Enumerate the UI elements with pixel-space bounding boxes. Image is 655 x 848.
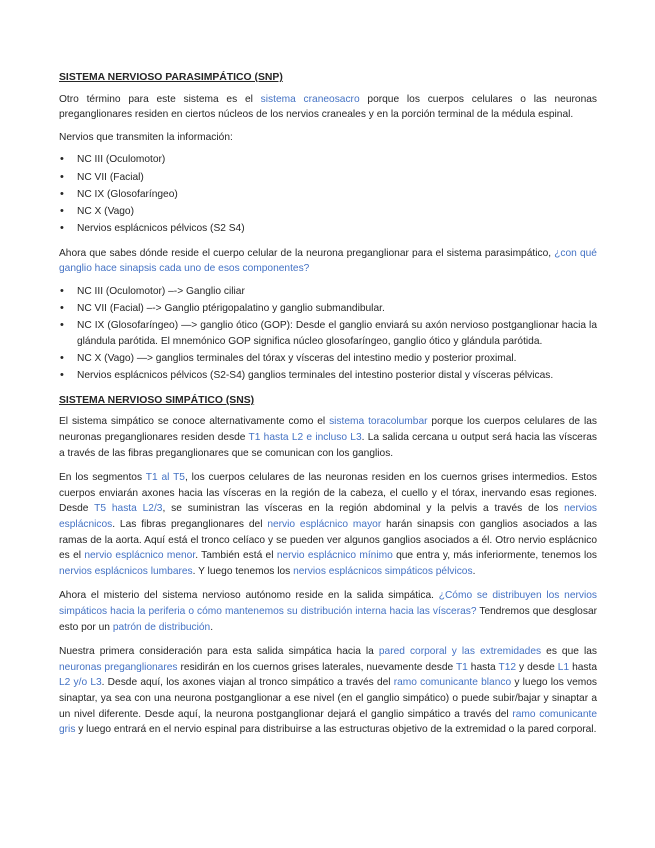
sns-paragraph-1 [59, 414, 597, 461]
text-run: porque los cuerpos celulares o las neuronas preganglionares residen en ciertos núcleos de los nervios craneales y en la porción terminal de la médula espinal. [59, 93, 598, 121]
highlighted-term: ramo comunicante gris [59, 708, 597, 736]
highlighted-term: T1 al T5 [145, 472, 185, 484]
highlighted-term: ¿con qué ganglio hace sinapsis cada uno de esos componentes? [59, 247, 597, 275]
text-run: Nuestra primera consideración para esta salida simpática hacia la [59, 646, 379, 658]
sns-heading: SISTEMA NERVIOSO SIMPÁTICO (SNS) [59, 394, 255, 406]
nerve-list-item: • NC III (Oculomotor) [59, 152, 597, 168]
highlighted-term: nervios esplácnicos simpáticos pélvicos [293, 565, 473, 577]
document-page [59, 70, 597, 745]
highlighted-term: neuronas preganglionares [59, 661, 178, 673]
highlighted-term: T1 [455, 661, 468, 673]
text-run: Ahora el misterio del sistema nervioso autónomo reside en la salida simpática. [59, 590, 439, 602]
snp-paragraph-3 [59, 246, 597, 277]
text-run: hasta [467, 661, 499, 673]
ganglia-list-item: • NC VII (Facial) –-> Ganglio ptérigopalatino y ganglio submandibular. [59, 301, 597, 317]
text-run: hasta [569, 661, 598, 673]
sns-paragraph-2 [59, 470, 597, 579]
snp-nerve-list [59, 152, 597, 236]
text-run: Otro término para este sistema es el [59, 93, 261, 105]
highlighted-term: ramo comunicante blanco [393, 677, 512, 689]
text-run: . [210, 621, 214, 633]
nerve-list-item: • NC VII (Facial) [59, 170, 597, 186]
text-run: y luego los vemos sinaptar, ya sea con una neurona postganglionar a ese nivel (en el ganglio simpático) o puede subir/bajar y sinaptar a un nivel diferente. Desde aquí, la neurona postganglionar dejará el ganglio simpático a través del [59, 677, 598, 720]
text-run: , los cuerpos celulares de las neuronas residen en los cuernos grises intermedios. Estos cuerpos enviarán axones hacia las vísceras en la región de la cabeza, el cuello y el tórax, inervando esas regiones. Desde [59, 472, 598, 515]
text-run: , se suministran las vísceras en la región abdominal y la pelvis a través de los [162, 503, 565, 515]
ganglia-list-item: • NC III (Oculomotor) –-> Ganglio ciliar [59, 284, 597, 300]
snp-ganglia-list [59, 284, 597, 384]
ganglia-list-item: • Nervios esplácnicos pélvicos (S2-S4) ganglios terminales del intestino posterior distal y vísceras pélvicas. [59, 368, 597, 384]
highlighted-term: patrón de distribución [112, 621, 211, 633]
text-run: . Las fibras preganglionares del [112, 519, 268, 530]
text-run: . Desde aquí, los axones viajan al tronco simpático a través del [101, 677, 394, 689]
text-run: y desde [516, 661, 558, 673]
highlighted-term: pared corporal y las extremidades [378, 646, 542, 658]
text-run: es que las [541, 646, 597, 658]
highlighted-term: sistema toracolumbar [329, 416, 428, 428]
highlighted-term: T12 [498, 661, 517, 673]
highlighted-term: nervio esplácnico mayor [267, 519, 382, 530]
snp-heading: SISTEMA NERVIOSO PARASIMPÁTICO (SNP) [59, 72, 283, 83]
highlighted-term: nervios esplácnicos lumbares [59, 565, 193, 577]
nerve-list-item: • NC IX (Glosofaríngeo) [59, 187, 597, 203]
text-run: harán sinapsis con ganglios asociados a las ramas de la aorta. Aquí está el tronco celíaco y se pueden ver algunos ganglios asociados a él. Otro nervio esplácnico es el [59, 519, 597, 562]
text-run: . La salida cercana u output será hacia las vísceras a través de las fibras preganglionares que se comunican con los ganglios. [59, 432, 597, 459]
ganglia-list-item: • NC X (Vago) —> ganglios terminales del tórax y vísceras del intestino medio y posterior proximal. [59, 351, 597, 367]
sns-paragraph-3 [59, 588, 597, 635]
text-run: En los segmentos [59, 472, 146, 484]
snp-paragraph-2: Nervios que transmiten la información: [59, 131, 233, 143]
nerve-list-item: • NC X (Vago) [59, 204, 597, 220]
text-run: Ahora que sabes dónde reside el cuerpo celular de la neurona preganglionar para el sistema parasimpático, [59, 247, 555, 259]
text-run: Tendremos que desglosar esto por un [59, 605, 597, 633]
highlighted-term: nervio esplácnico mínimo [276, 550, 393, 562]
highlighted-term: nervios esplácnicos [59, 503, 597, 530]
highlighted-term: L1 [557, 661, 570, 673]
text-run: porque los cuerpos celulares de las neuronas preganglionares residen desde [59, 416, 597, 444]
text-run: y luego entrará en el nervio espinal para distribuirse a las estructuras objetivo de la extremidad o la pared corporal. [75, 724, 597, 736]
highlighted-term: nervio esplácnico menor [84, 550, 196, 562]
ganglia-list-item: • NC IX (Glosofaríngeo) —> ganglio ótico (GOP): Desde el ganglio enviará su axón nervioso postganglionar hacia la glándula parótida. El mnemónico GOP significa núcleo glosofaríngeo, ganglio ótico y glándula parótida. [59, 318, 597, 349]
text-run: que entra y, más inferiormente, tenemos los [392, 550, 598, 562]
sns-paragraph-4 [59, 644, 597, 738]
highlighted-term: T1 hasta L2 e incluso L3 [248, 432, 362, 444]
highlighted-term: sistema craneosacro [260, 93, 360, 105]
highlighted-term: T5 hasta L2/3 [94, 503, 163, 515]
text-run: El sistema simpático se conoce alternativamente como el [59, 416, 330, 428]
highlighted-term: L2 y/o L3 [59, 677, 102, 689]
snp-paragraph-1 [59, 92, 597, 123]
text-run: residirán en los cuernos grises laterales, nuevamente desde [177, 661, 456, 673]
highlighted-term: ¿Cómo se distribuyen los nervios simpáticos hacia la periferia o cómo mantenemos su distribución interna hacia las vísceras? [59, 590, 597, 617]
text-run: . Y luego tenemos los [192, 565, 294, 577]
text-run: . También está el [195, 550, 277, 562]
nerve-list-item: • Nervios esplácnicos pélvicos (S2 S4) [59, 221, 597, 237]
text-run: . [472, 565, 476, 577]
